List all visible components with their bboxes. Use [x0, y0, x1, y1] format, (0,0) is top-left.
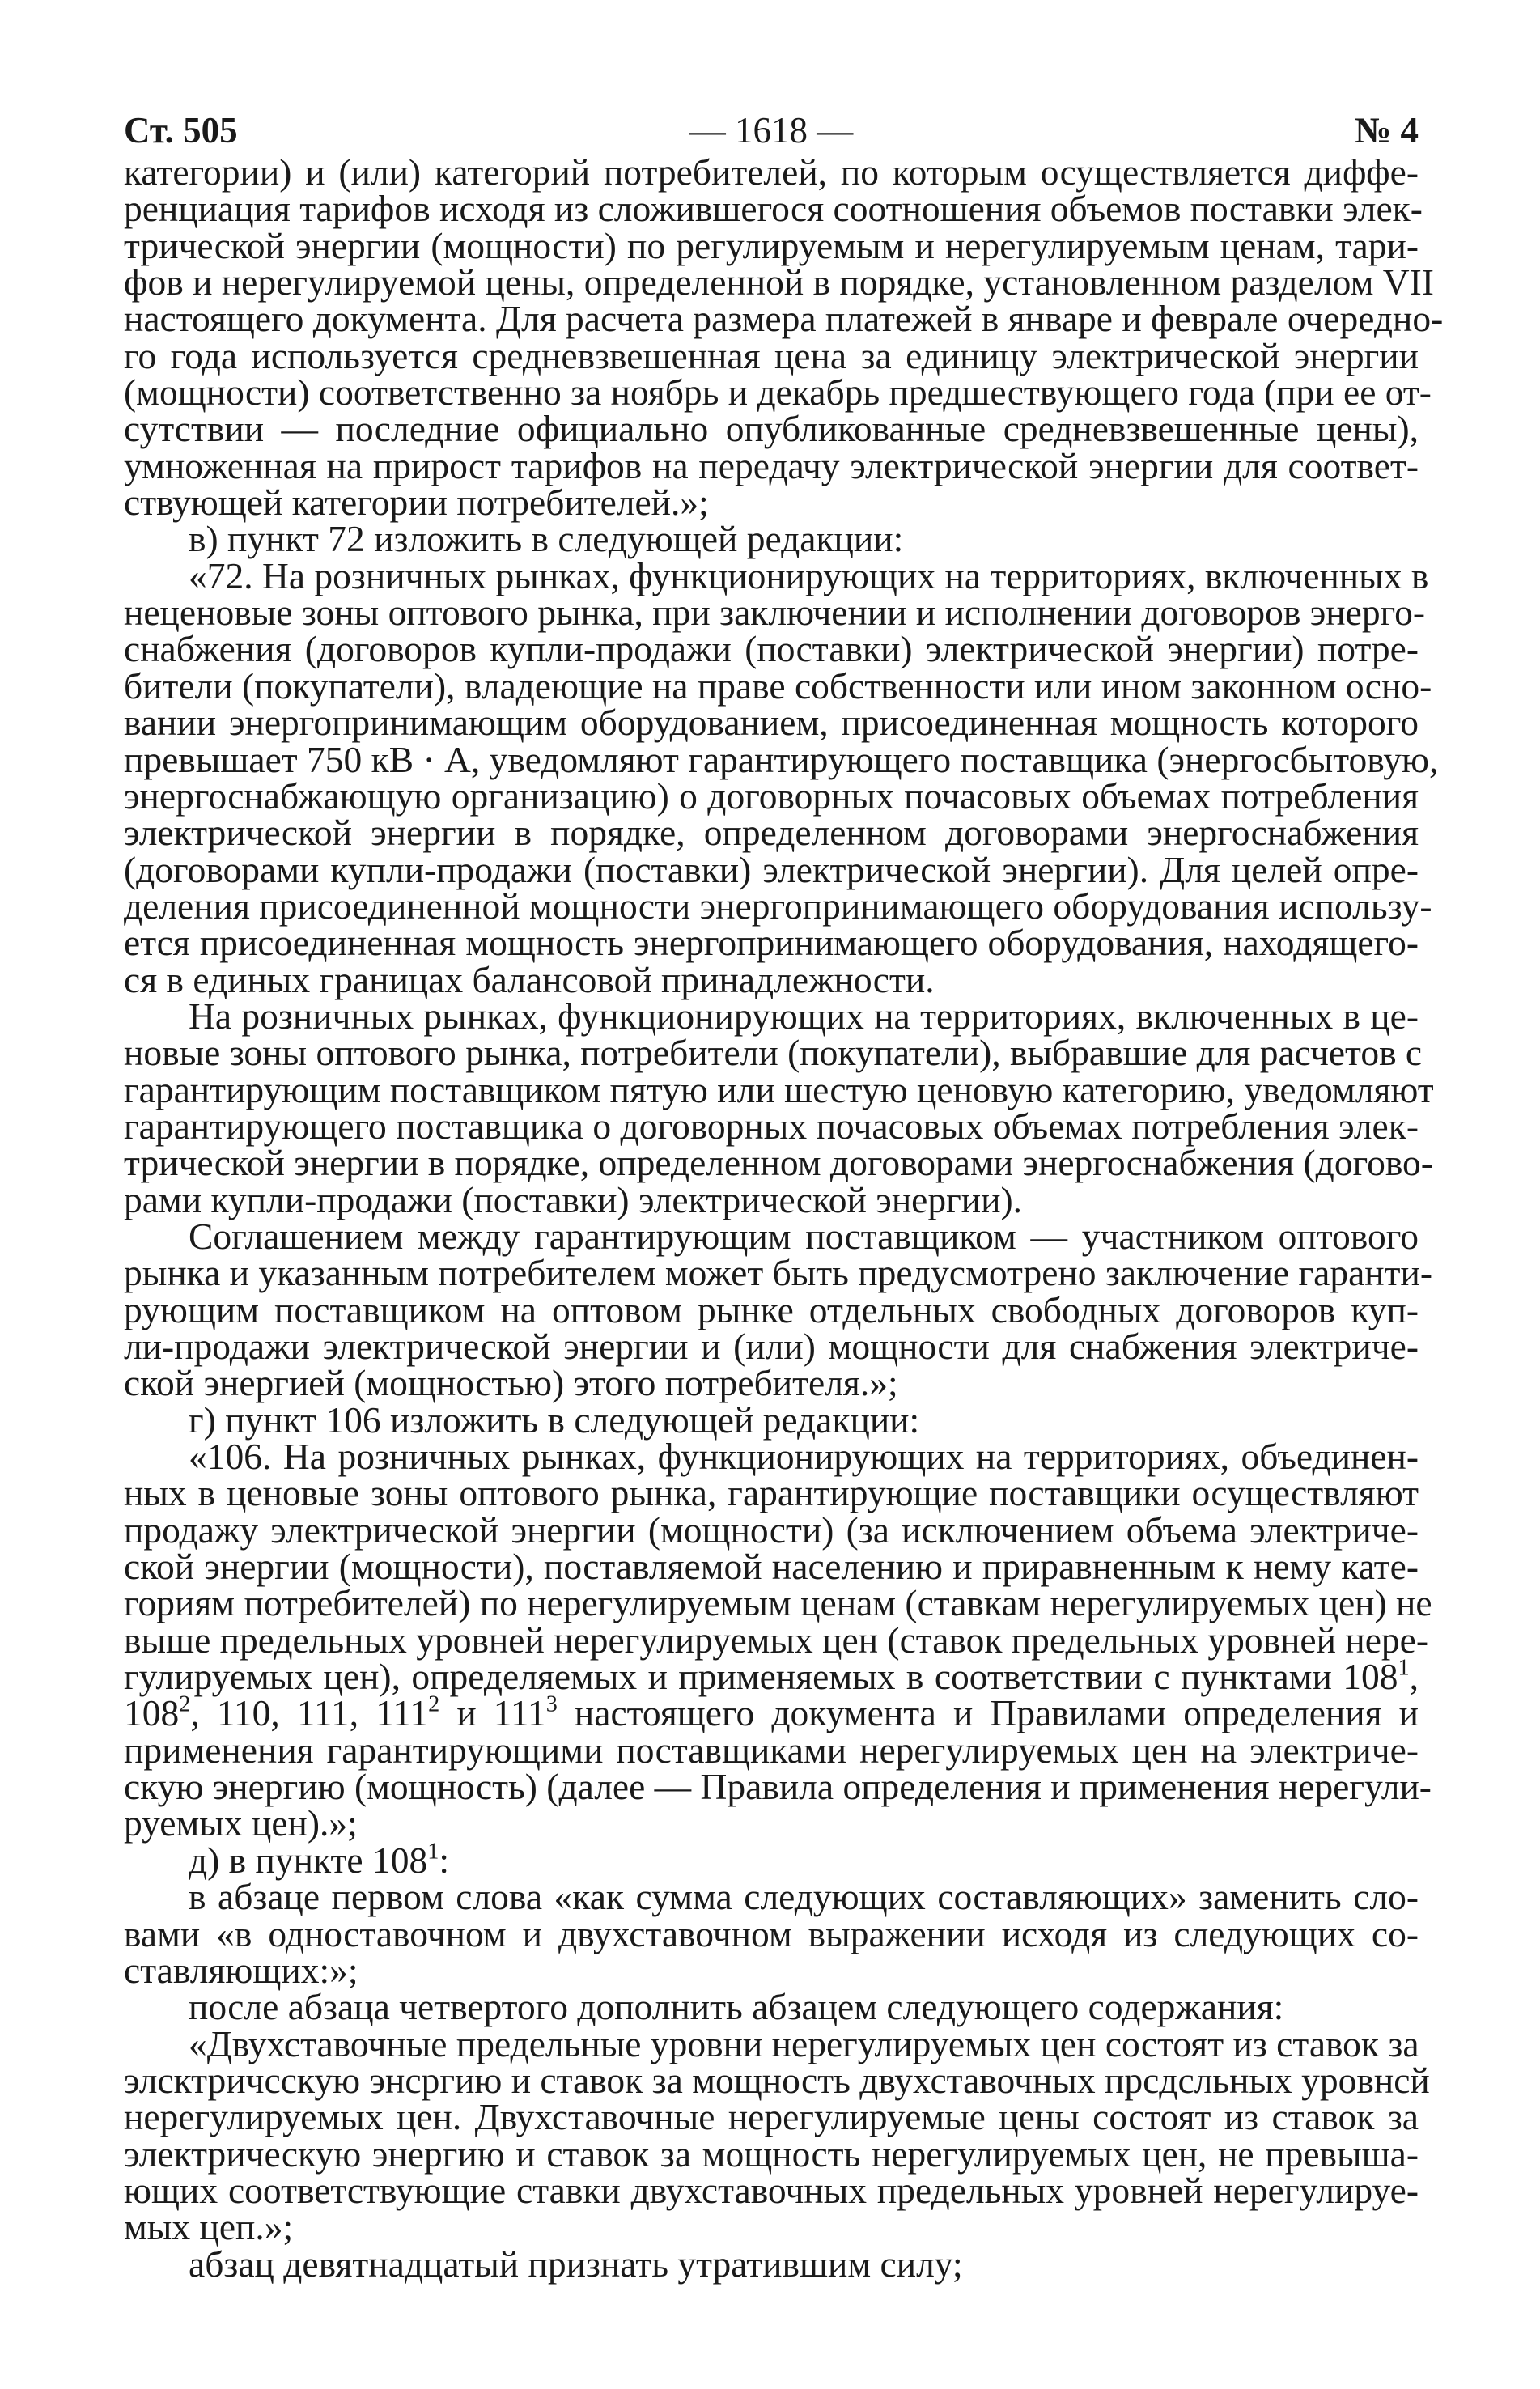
- text-line: [124, 1252, 1433, 1294]
- article-number: Ст. 505: [124, 110, 238, 151]
- text-line: [124, 628, 1419, 670]
- text-run: (мощности) соответственно за ноябрь и декабрь предшествующего года (при ее от-: [124, 371, 1432, 414]
- text-run: гарантирующим поставщиком пятую или шестую ценовую категорию, уведомляют: [124, 1068, 1434, 1110]
- text-line: [124, 1178, 1419, 1220]
- text-run: гулируемых цен), определяемых и применяемых в соответствии с пунктами 108: [124, 1656, 1398, 1698]
- text-line: [124, 1436, 1419, 1478]
- text-line: [124, 1105, 1419, 1147]
- superscript: 2: [428, 1691, 440, 1717]
- text-line: [124, 151, 1419, 193]
- text-line: [124, 1288, 1419, 1330]
- superscript: 3: [545, 1691, 558, 1717]
- text-line: [124, 554, 1429, 596]
- text-run: в абзаце первом слова «как сумма следующих составляющих» заменить сло-: [189, 1876, 1419, 1918]
- text-line: [124, 1362, 1419, 1404]
- text-run: ли-продажи электрической энергии и (или) мощности для снабжения электриче-: [124, 1326, 1419, 1367]
- text-run: ствующей категории потребителей.»;: [124, 482, 709, 524]
- text-run: (договорами купли-продажи (поставки) электрической энергии). Для целей опре-: [124, 848, 1419, 890]
- text-run: ставляющих:»;: [124, 1949, 358, 1991]
- text-run: Соглашением между гарантирующим поставщиком — участником оптового: [189, 1215, 1419, 1257]
- text-run: ренциация тарифов исходя из сложившегося соотношения объемов поставки элек-: [124, 188, 1423, 230]
- text-line: [124, 224, 1419, 266]
- text-run: ской энергией (мощностью) этого потребителя.»;: [124, 1362, 898, 1404]
- text-run: трической энергии (мощности) по регулируемым и нерегулируемым ценам, тари-: [124, 224, 1419, 266]
- superscript: 1: [427, 1839, 439, 1865]
- text-run: скую энергию (мощность) (далее — Правила определения и применения нерегули-: [124, 1766, 1432, 1808]
- text-run: гарантирующего поставщика о договорных почасовых объемах потребления элек-: [124, 1105, 1419, 1147]
- text-line: [124, 995, 1419, 1037]
- text-run: вами «в одноставочном и двухставочном выражении исходя из следующих со-: [124, 1912, 1419, 1954]
- text-line: [124, 298, 1444, 340]
- text-line: [124, 885, 1432, 927]
- text-run: трической энергии в порядке, определенном договорами энергоснабжения (догово-: [124, 1142, 1433, 1184]
- text-line: [124, 1509, 1419, 1551]
- text-run: д) в пункте 108: [189, 1839, 428, 1881]
- text-run: после абзаца четвертого дополнить абзацем следующего содержания:: [189, 1986, 1284, 2028]
- body-text: [124, 151, 1444, 2285]
- text-run: , 110, 111, 111: [190, 1692, 429, 1734]
- text-line: [124, 812, 1419, 854]
- text-line: [124, 1766, 1432, 1808]
- text-run: новые зоны оптового рынка, потребители (покупатели), выбравшие для расчетов с: [124, 1032, 1423, 1074]
- text-line: [124, 958, 1419, 1000]
- text-line: [124, 1876, 1419, 1918]
- text-run: превышает 750 кВ · А, уведомляют гарантирующего поставщика (энергосбытовую,: [124, 738, 1439, 780]
- text-run: го года используется средневзвешенная цена за единицу электрической энергии: [124, 334, 1419, 376]
- text-line: [124, 334, 1419, 376]
- text-line: [124, 2022, 1419, 2064]
- text-line: [124, 2243, 1419, 2285]
- text-run: фов и нерегулируемой цены, определенной в порядке, установленном разделом VII: [124, 261, 1434, 303]
- text-run: настоящего документа и Правилами определения и: [557, 1692, 1419, 1734]
- text-run: элсктричсскую энсргию и ставок за мощность двухставочных прсдсльных уровнсй: [124, 2059, 1430, 2101]
- issue-number: № 4: [1355, 110, 1419, 151]
- text-line: [124, 1142, 1433, 1184]
- text-line: [124, 1691, 1419, 1734]
- text-line: [124, 1619, 1428, 1661]
- text-line: [124, 2132, 1419, 2175]
- text-run: продажу электрической энергии (мощности) (за исключением объема электриче-: [124, 1509, 1419, 1551]
- text-line: [124, 738, 1439, 780]
- text-run: рующим поставщиком на оптовом рынке отдельных свободных договоров куп-: [124, 1288, 1419, 1330]
- text-line: [124, 1839, 1419, 1881]
- text-run: бители (покупатели), владеющие на праве собственности или ином законном осно-: [124, 664, 1432, 707]
- page-number: — 1618 —: [689, 110, 854, 151]
- text-line: [124, 702, 1419, 744]
- text-run: выше предельных уровней нерегулируемых цен (ставок предельных уровней нере-: [124, 1619, 1428, 1661]
- text-run: умноженная на прирост тарифов на передачу электрической энергии для соответ-: [124, 444, 1419, 486]
- text-line: [124, 1326, 1419, 1367]
- text-run: г) пункт 106 изложить в следующей редакции:: [189, 1398, 920, 1441]
- text-run: и 111: [439, 1692, 546, 1734]
- text-line: [124, 444, 1419, 486]
- text-line: [124, 1068, 1434, 1110]
- text-line: [124, 848, 1419, 890]
- superscript: 1: [1398, 1655, 1410, 1681]
- text-line: [124, 261, 1434, 303]
- text-line: [124, 371, 1432, 414]
- text-run: вании энергопринимающим оборудованием, присоединенная мощность которого: [124, 702, 1419, 744]
- text-line: [124, 2059, 1430, 2101]
- text-run: нерегулируемых цен. Двухставочные нерегулируемые цены состоят из ставок за: [124, 2096, 1419, 2138]
- text-run: деления присоединенной мощности энергопринимающего оборудования использу-: [124, 885, 1432, 927]
- text-line: [124, 1655, 1419, 1698]
- text-line: [124, 482, 1419, 524]
- text-run: ется присоединенная мощность энергопринимающего оборудования, находящего-: [124, 922, 1419, 964]
- text-run: неценовые зоны оптового рынка, при заключении и исполнении договоров энерго-: [124, 592, 1426, 634]
- text-run: «Двухставочные предельные уровни нерегулируемых цен состоят из ставок за: [189, 2022, 1419, 2064]
- text-run: сутствии — последние официально опубликованные средневзвешенные цены),: [124, 408, 1419, 450]
- text-line: [124, 664, 1432, 707]
- text-run: применения гарантирующими поставщиками нерегулируемых цен на электриче-: [124, 1729, 1419, 1771]
- text-run: ,: [1409, 1656, 1419, 1698]
- text-run: рами купли-продажи (поставки) электрической энергии).: [124, 1178, 1022, 1220]
- text-line: [124, 1802, 1419, 1844]
- text-line: [124, 1032, 1423, 1074]
- text-run: «72. На розничных рынках, функционирующих на территориях, включенных в: [189, 554, 1429, 596]
- text-run: руемых цен).»;: [124, 1802, 358, 1844]
- text-line: [124, 1215, 1419, 1257]
- text-line: [124, 774, 1419, 817]
- text-line: [124, 592, 1426, 634]
- text-run: На розничных рынках, функционирующих на территориях, включенных в це-: [189, 995, 1419, 1037]
- text-run: :: [439, 1839, 449, 1881]
- text-line: [124, 1582, 1432, 1624]
- text-run: гориям потребителей) по нерегулируемым ценам (ставкам нерегулируемых цен) не: [124, 1582, 1432, 1624]
- text-run: энергоснабжающую организацию) о договорных почасовых объемах потребления: [124, 774, 1419, 817]
- superscript: 2: [179, 1691, 191, 1717]
- document-page: [124, 110, 1444, 2285]
- text-run: рынка и указанным потребителем может быть предусмотрено заключение гаранти-: [124, 1252, 1433, 1294]
- text-line: [124, 2169, 1419, 2211]
- text-line: [124, 2096, 1419, 2138]
- text-run: ных в ценовые зоны оптового рынка, гарантирующие поставщики осуществляют: [124, 1472, 1419, 1514]
- text-line: [124, 1472, 1419, 1514]
- text-run: снабжения (договоров купли-продажи (поставки) электрической энергии) потре-: [124, 628, 1419, 670]
- text-run: 108: [124, 1692, 180, 1734]
- text-run: абзац девятнадцатый признать утратившим силу;: [189, 2243, 963, 2285]
- text-run: ся в единых границах балансовой принадлежности.: [124, 958, 935, 1000]
- text-run: в) пункт 72 изложить в следующей редакции:: [189, 518, 904, 560]
- text-line: [124, 1986, 1419, 2028]
- text-line: [124, 1729, 1419, 1771]
- text-line: [124, 1546, 1419, 1588]
- text-line: [124, 2206, 1419, 2248]
- text-run: ющих соответствующие ставки двухставочных предельных уровней нерегулируе-: [124, 2169, 1419, 2211]
- text-line: [124, 1912, 1419, 1954]
- text-line: [124, 1398, 1419, 1441]
- text-line: [124, 188, 1423, 230]
- text-line: [124, 518, 1419, 560]
- text-run: электрической энергии в порядке, определенном договорами энергоснабжения: [124, 812, 1419, 854]
- text-run: категории) и (или) категорий потребителей, по которым осуществляется диффе-: [124, 151, 1419, 193]
- text-run: мых цеп.»;: [124, 2206, 294, 2248]
- text-run: ской энергии (мощности), поставляемой населению и приравненным к нему кате-: [124, 1546, 1419, 1588]
- text-run: «106. На розничных рынках, функционирующих на территориях, объединен-: [189, 1436, 1419, 1478]
- text-run: настоящего документа. Для расчета размера платежей в январе и феврале очередно-: [124, 298, 1444, 340]
- page-header: [124, 112, 1419, 149]
- text-line: [124, 408, 1419, 450]
- text-line: [124, 922, 1419, 964]
- text-run: электрическую энергию и ставок за мощность нерегулируемых цен, не превыша-: [124, 2132, 1419, 2175]
- text-line: [124, 1949, 1419, 1991]
